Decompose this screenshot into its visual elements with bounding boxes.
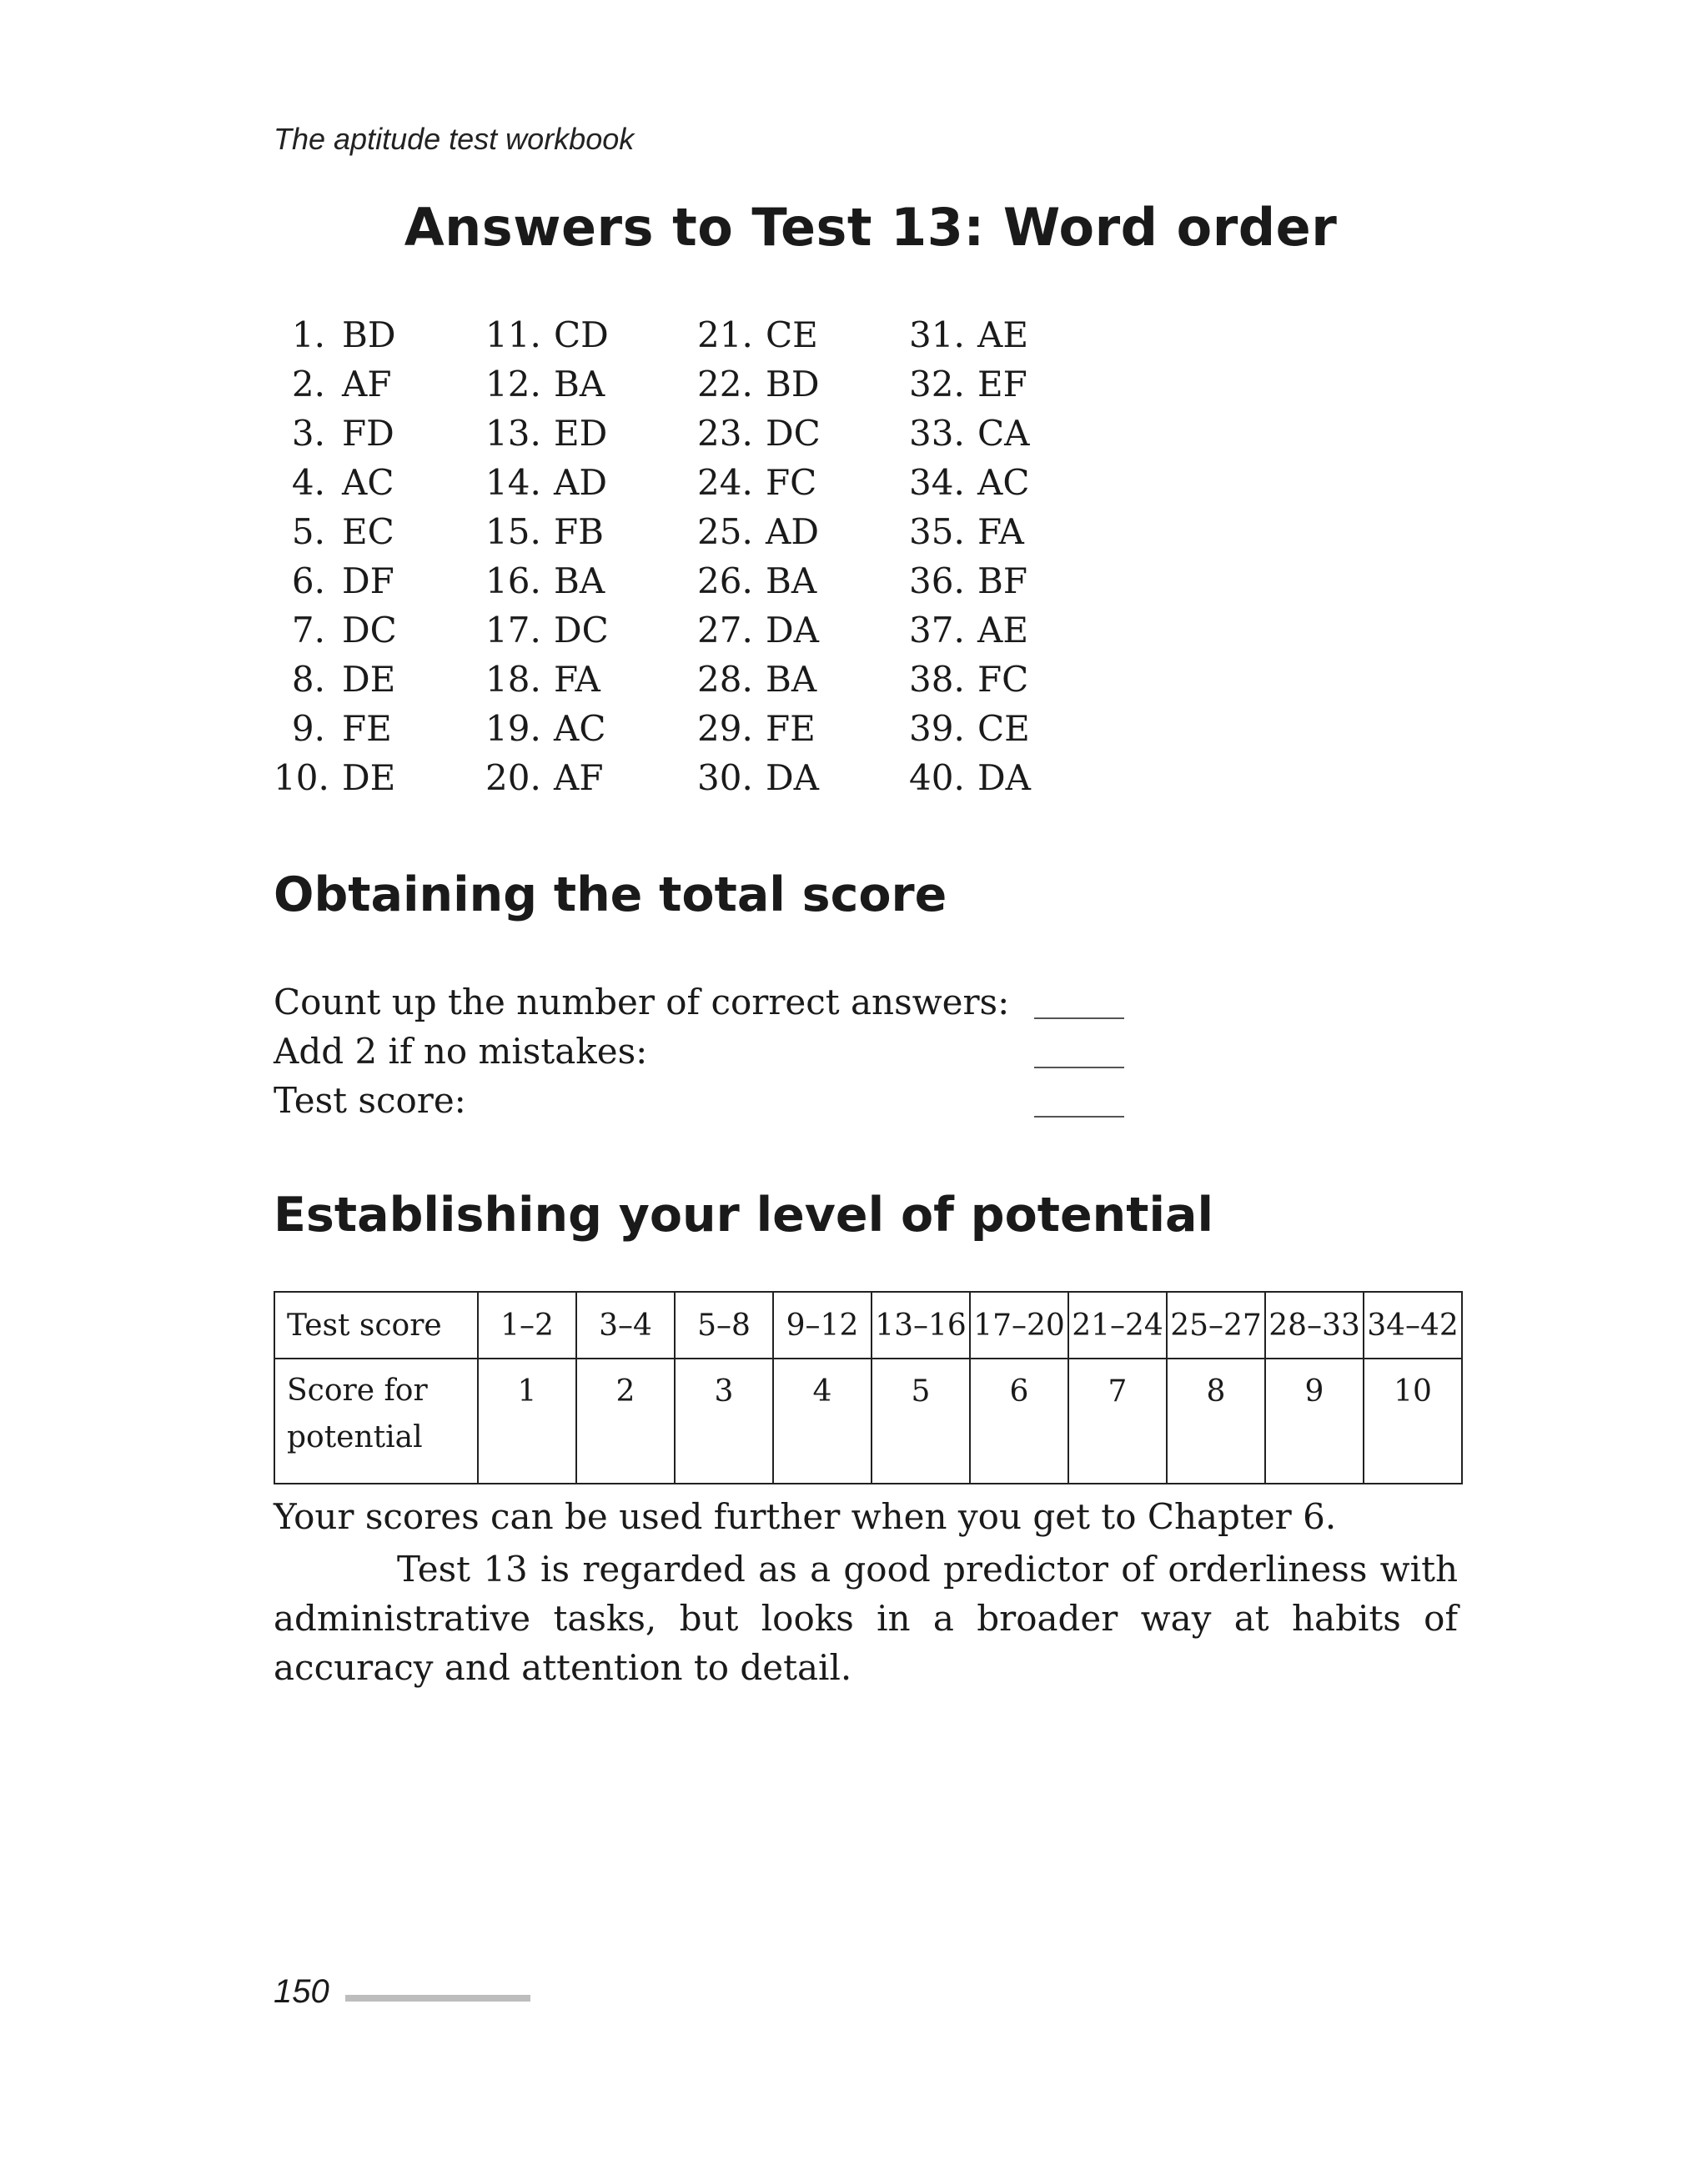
potential-score-cell: 7 bbox=[1068, 1359, 1167, 1484]
answer-number: 32. bbox=[909, 364, 965, 404]
answer-number: 34. bbox=[909, 462, 965, 503]
answer-value: AD bbox=[554, 462, 608, 503]
answer-value: DC bbox=[342, 610, 397, 650]
answer-item bbox=[909, 409, 1121, 458]
answer-item bbox=[697, 655, 909, 704]
answer-value: BD bbox=[342, 314, 396, 355]
answer-number: 2. bbox=[291, 364, 325, 404]
no-mistakes-label: Add 2 if no mistakes: bbox=[274, 1031, 648, 1072]
answer-value: BA bbox=[554, 560, 605, 601]
answer-number: 28. bbox=[697, 659, 753, 700]
test-score-range-cell: 5–8 bbox=[675, 1292, 773, 1359]
answer-value: FC bbox=[766, 462, 817, 503]
potential-score-cell: 5 bbox=[872, 1359, 970, 1484]
test-score-range-cell: 21–24 bbox=[1068, 1292, 1167, 1359]
page-number-rule bbox=[345, 1995, 530, 2002]
answer-item bbox=[274, 310, 485, 359]
score-lines bbox=[274, 977, 1124, 1125]
answer-item bbox=[697, 556, 909, 605]
answer-number: 11. bbox=[485, 314, 541, 355]
answer-number: 30. bbox=[697, 757, 753, 798]
potential-label-line-2: potential bbox=[287, 1420, 423, 1454]
test-score-range-cell: 3–4 bbox=[576, 1292, 675, 1359]
answer-number: 1. bbox=[291, 314, 325, 355]
test-score-range-cell: 17–20 bbox=[970, 1292, 1068, 1359]
answer-number: 37. bbox=[909, 610, 965, 650]
answer-item bbox=[274, 753, 485, 802]
test-score-blank[interactable] bbox=[1034, 1116, 1124, 1118]
answer-item bbox=[909, 359, 1121, 409]
potential-score-cell: 9 bbox=[1265, 1359, 1364, 1484]
answer-number: 3. bbox=[291, 413, 325, 454]
answer-number: 22. bbox=[697, 364, 753, 404]
answer-value: DA bbox=[766, 610, 820, 650]
answer-value: DC bbox=[766, 413, 821, 454]
answer-value: CD bbox=[554, 314, 609, 355]
answer-column-3 bbox=[697, 310, 909, 802]
answer-value: BA bbox=[766, 659, 817, 700]
no-mistakes-blank[interactable] bbox=[1034, 1067, 1124, 1068]
correct-answers-label: Count up the number of correct answers: bbox=[274, 982, 1010, 1022]
answer-item bbox=[274, 507, 485, 556]
answer-column-2 bbox=[485, 310, 697, 802]
predictor-paragraph: Test 13 is regarded as a good predictor of orderliness with administrative tasks, but looks in a broader way at habits of accuracy and attention to detail. bbox=[274, 1549, 1458, 1688]
answer-value: DC bbox=[554, 610, 609, 650]
answer-number: 9. bbox=[291, 708, 325, 749]
answer-item bbox=[274, 655, 485, 704]
answer-item bbox=[909, 556, 1121, 605]
potential-score-cell: 1 bbox=[478, 1359, 576, 1484]
answer-value: DA bbox=[766, 757, 820, 798]
test-score-row bbox=[274, 1292, 1462, 1359]
answer-item bbox=[909, 704, 1121, 753]
answer-item bbox=[485, 507, 697, 556]
answer-value: CA bbox=[977, 413, 1030, 454]
answer-number: 7. bbox=[291, 610, 325, 650]
answer-value: FA bbox=[977, 511, 1024, 552]
answer-value: BF bbox=[977, 560, 1028, 601]
total-score-heading: Obtaining the total score bbox=[274, 867, 947, 922]
answer-number: 36. bbox=[909, 560, 965, 601]
answer-value: AE bbox=[977, 610, 1028, 650]
answer-value: BA bbox=[554, 364, 605, 404]
answer-number: 31. bbox=[909, 314, 965, 355]
answer-number: 25. bbox=[697, 511, 753, 552]
answer-value: DE bbox=[342, 757, 396, 798]
answer-item bbox=[909, 605, 1121, 655]
answer-number: 24. bbox=[697, 462, 753, 503]
answer-value: FD bbox=[342, 413, 394, 454]
answer-value: AF bbox=[342, 364, 392, 404]
test-score-range-cell: 9–12 bbox=[773, 1292, 872, 1359]
answer-number: 4. bbox=[291, 462, 325, 503]
answer-number: 18. bbox=[485, 659, 541, 700]
answer-value: AD bbox=[766, 511, 820, 552]
answer-value: BA bbox=[766, 560, 817, 601]
answer-number: 15. bbox=[485, 511, 541, 552]
answer-value: AC bbox=[342, 462, 394, 503]
answer-item bbox=[909, 507, 1121, 556]
answer-number: 16. bbox=[485, 560, 541, 601]
answer-number: 5. bbox=[291, 511, 325, 552]
chapter-note: Your scores can be used further when you get to Chapter 6. bbox=[274, 1496, 1337, 1537]
answer-item bbox=[697, 605, 909, 655]
answer-number: 19. bbox=[485, 708, 541, 749]
answer-item bbox=[697, 409, 909, 458]
test-score-range-cell: 25–27 bbox=[1167, 1292, 1265, 1359]
answer-number: 10. bbox=[274, 757, 329, 798]
answer-number: 8. bbox=[291, 659, 325, 700]
answer-number: 6. bbox=[291, 560, 325, 601]
answer-item bbox=[485, 310, 697, 359]
answer-value: EC bbox=[342, 511, 394, 552]
answer-item bbox=[485, 753, 697, 802]
answer-item bbox=[485, 605, 697, 655]
answer-number: 21. bbox=[697, 314, 753, 355]
answer-item bbox=[697, 753, 909, 802]
answer-item bbox=[274, 359, 485, 409]
potential-score-cell: 6 bbox=[970, 1359, 1068, 1484]
potential-table bbox=[274, 1291, 1463, 1484]
test-score-label: Test score: bbox=[274, 1080, 466, 1121]
answer-number: 39. bbox=[909, 708, 965, 749]
answer-number: 26. bbox=[697, 560, 753, 601]
no-mistakes-line bbox=[274, 1027, 1124, 1076]
test-score-range-cell: 13–16 bbox=[872, 1292, 970, 1359]
answer-item bbox=[274, 458, 485, 507]
potential-heading: Establishing your level of potential bbox=[274, 1188, 1214, 1243]
test-score-range-cell: 28–33 bbox=[1265, 1292, 1364, 1359]
answer-value: AE bbox=[977, 314, 1028, 355]
answer-item bbox=[274, 704, 485, 753]
answer-value: DA bbox=[977, 757, 1032, 798]
answer-item bbox=[697, 310, 909, 359]
answer-value: EF bbox=[977, 364, 1027, 404]
answer-item bbox=[485, 556, 697, 605]
potential-score-cell: 3 bbox=[675, 1359, 773, 1484]
answer-value: FE bbox=[766, 708, 816, 749]
potential-label-line-1: Score for bbox=[287, 1374, 428, 1408]
potential-score-cell: 8 bbox=[1167, 1359, 1265, 1484]
answer-number: 33. bbox=[909, 413, 965, 454]
answer-item bbox=[697, 507, 909, 556]
answer-item bbox=[485, 704, 697, 753]
answer-item bbox=[909, 753, 1121, 802]
potential-score-row bbox=[274, 1359, 1462, 1484]
correct-answers-line bbox=[274, 977, 1124, 1027]
answer-value: AF bbox=[554, 757, 604, 798]
answer-value: ED bbox=[554, 413, 608, 454]
test-score-range-cell: 34–42 bbox=[1364, 1292, 1462, 1359]
running-header: The aptitude test workbook bbox=[274, 122, 635, 156]
test-score-row-label: Test score bbox=[274, 1292, 478, 1359]
answer-number: 12. bbox=[485, 364, 541, 404]
answer-value: DE bbox=[342, 659, 396, 700]
answer-value: CE bbox=[977, 708, 1030, 749]
answer-item bbox=[909, 458, 1121, 507]
answer-number: 23. bbox=[697, 413, 753, 454]
correct-answers-blank[interactable] bbox=[1034, 1017, 1124, 1019]
answer-number: 35. bbox=[909, 511, 965, 552]
answer-grid bbox=[274, 310, 1121, 802]
answer-number: 14. bbox=[485, 462, 541, 503]
page-title: Answers to Test 13: Word order bbox=[404, 197, 1338, 258]
answer-value: AC bbox=[977, 462, 1030, 503]
answer-value: DF bbox=[342, 560, 394, 601]
answer-number: 20. bbox=[485, 757, 541, 798]
answer-item bbox=[274, 409, 485, 458]
answer-item bbox=[909, 310, 1121, 359]
test-score-range-cell: 1–2 bbox=[478, 1292, 576, 1359]
potential-score-cell: 2 bbox=[576, 1359, 675, 1484]
answer-item bbox=[274, 605, 485, 655]
potential-score-cell: 10 bbox=[1364, 1359, 1462, 1484]
answer-value: FB bbox=[554, 511, 605, 552]
answer-item bbox=[485, 409, 697, 458]
answer-value: BD bbox=[766, 364, 820, 404]
answer-item bbox=[697, 458, 909, 507]
answer-column-1 bbox=[274, 310, 485, 802]
answer-value: CE bbox=[766, 314, 818, 355]
page-number: 150 bbox=[274, 1973, 329, 2010]
answer-number: 27. bbox=[697, 610, 753, 650]
answer-item bbox=[274, 556, 485, 605]
answer-item bbox=[909, 655, 1121, 704]
answer-number: 40. bbox=[909, 757, 965, 798]
potential-score-row-label bbox=[274, 1359, 478, 1484]
potential-score-cell: 4 bbox=[773, 1359, 872, 1484]
answer-number: 13. bbox=[485, 413, 541, 454]
answer-item bbox=[485, 458, 697, 507]
answer-value: FC bbox=[977, 659, 1029, 700]
answer-number: 17. bbox=[485, 610, 541, 650]
answer-column-4 bbox=[909, 310, 1121, 802]
answer-number: 38. bbox=[909, 659, 965, 700]
answer-value: FE bbox=[342, 708, 392, 749]
answer-item bbox=[697, 704, 909, 753]
answer-value: AC bbox=[554, 708, 606, 749]
answer-value: FA bbox=[554, 659, 600, 700]
answer-item bbox=[697, 359, 909, 409]
answer-item bbox=[485, 359, 697, 409]
test-score-line bbox=[274, 1076, 1124, 1125]
answer-number: 29. bbox=[697, 708, 753, 749]
answer-item bbox=[485, 655, 697, 704]
